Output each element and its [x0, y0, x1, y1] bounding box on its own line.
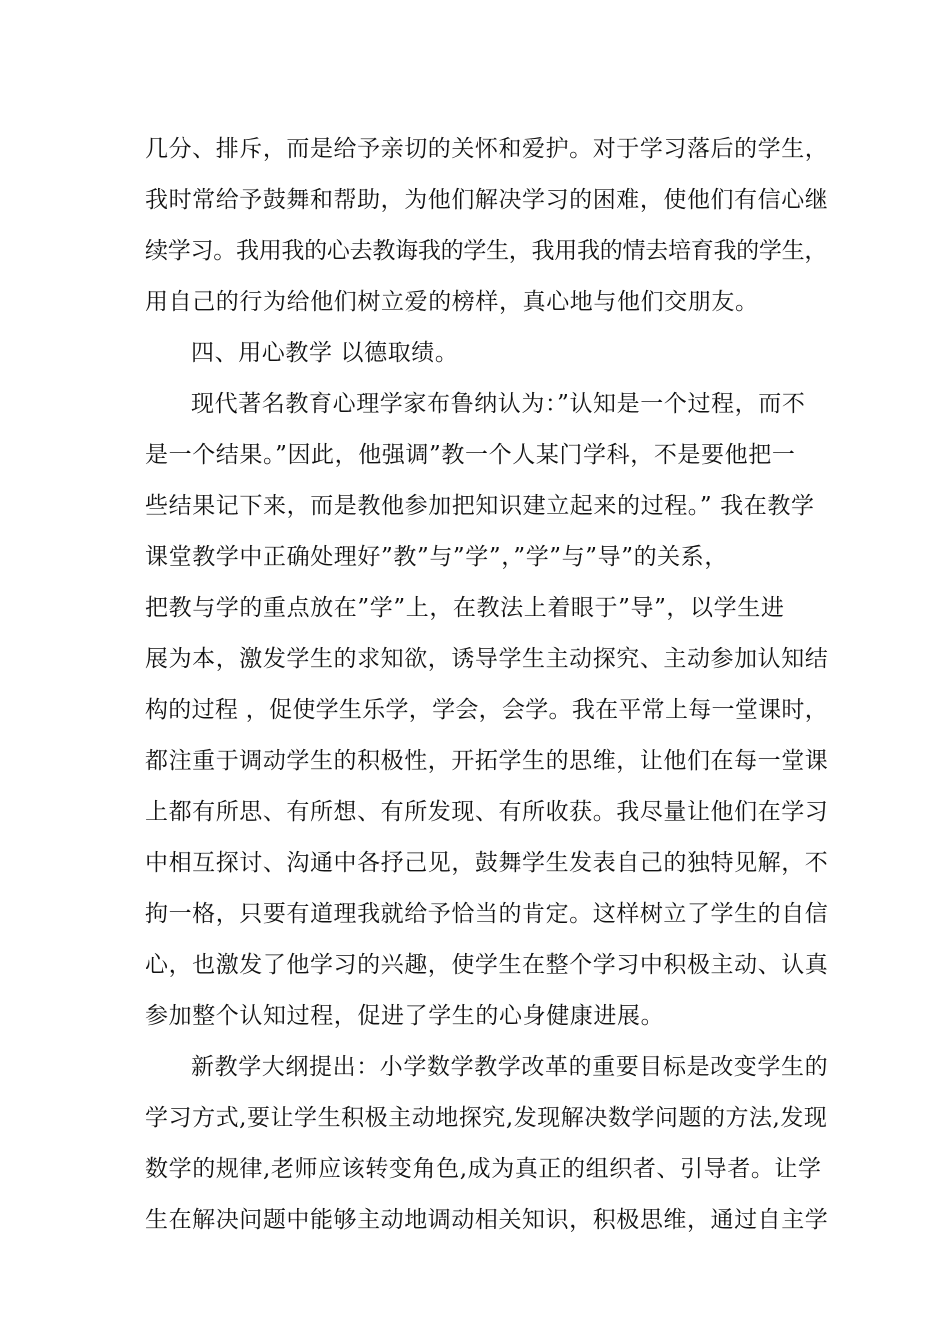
text-line: 中相互探讨、沟通中各抒己见，鼓舞学生发表自己的独特见解，不 — [145, 850, 829, 876]
text-line: 学习方式,要让学生积极主动地探究,发现解决数学问题的方法,发现 — [145, 1105, 828, 1131]
text-line: 课堂教学中正确处理好”教”与”学”，”学”与”导”的关系， — [145, 544, 728, 570]
text-line: 心，也激发了他学习的兴趣，使学生在整个学习中积极主动、认真 — [145, 952, 829, 978]
section-heading: 四、用心教学 以德取绩。 — [191, 340, 459, 366]
text-line: 参加整个认知过程，促进了学生的心身健康进展。 — [145, 1003, 665, 1029]
text-line: 都注重于调动学生的积极性，开拓学生的思维，让他们在每一堂课 — [145, 748, 829, 774]
text-line: 数学的规律,老师应该转变角色,成为真正的组织者、引导者。让学 — [145, 1156, 822, 1182]
text-line: 把教与学的重点放在”学”上，在教法上着眼于”导”，以学生进 — [145, 595, 785, 621]
text-line: 几分、排斥，而是给予亲切的关怀和爱护。对于学习落后的学生， — [145, 136, 829, 162]
text-line: 些结果记下来，而是教他参加把知识建立起来的过程。” 我在教学 — [145, 493, 815, 519]
text-line: 构的过程 ，促使学生乐学，学会，会学。我在平常上每一堂课时， — [145, 697, 829, 723]
text-line: 现代著名教育心理学家布鲁纳认为：”认知是一个过程，而不 — [191, 391, 806, 417]
text-line: 拘一格，只要有道理我就给予恰当的肯定。这样树立了学生的自信 — [145, 901, 829, 927]
text-line: 用自己的行为给他们树立爱的榜样，真心地与他们交朋友。 — [145, 289, 759, 315]
text-line: 上都有所思、有所想、有所发现、有所收获。我尽量让他们在学习 — [145, 799, 829, 825]
text-line: 我时常给予鼓舞和帮助，为他们解决学习的困难，使他们有信心继 — [145, 187, 829, 213]
text-line: 展为本，激发学生的求知欲，诱导学生主动探究、主动参加认知结 — [145, 646, 829, 672]
text-line: 生在解决问题中能够主动地调动相关知识，积极思维，通过自主学 — [145, 1207, 829, 1233]
text-line: 是一个结果。”因此，他强调”教一个人某门学科，不是要他把一 — [145, 442, 796, 468]
text-line: 新教学大纲提出：小学数学教学改革的重要目标是改变学生的 — [191, 1054, 829, 1080]
text-line: 续学习。我用我的心去教诲我的学生，我用我的情去培育我的学生， — [145, 238, 828, 264]
